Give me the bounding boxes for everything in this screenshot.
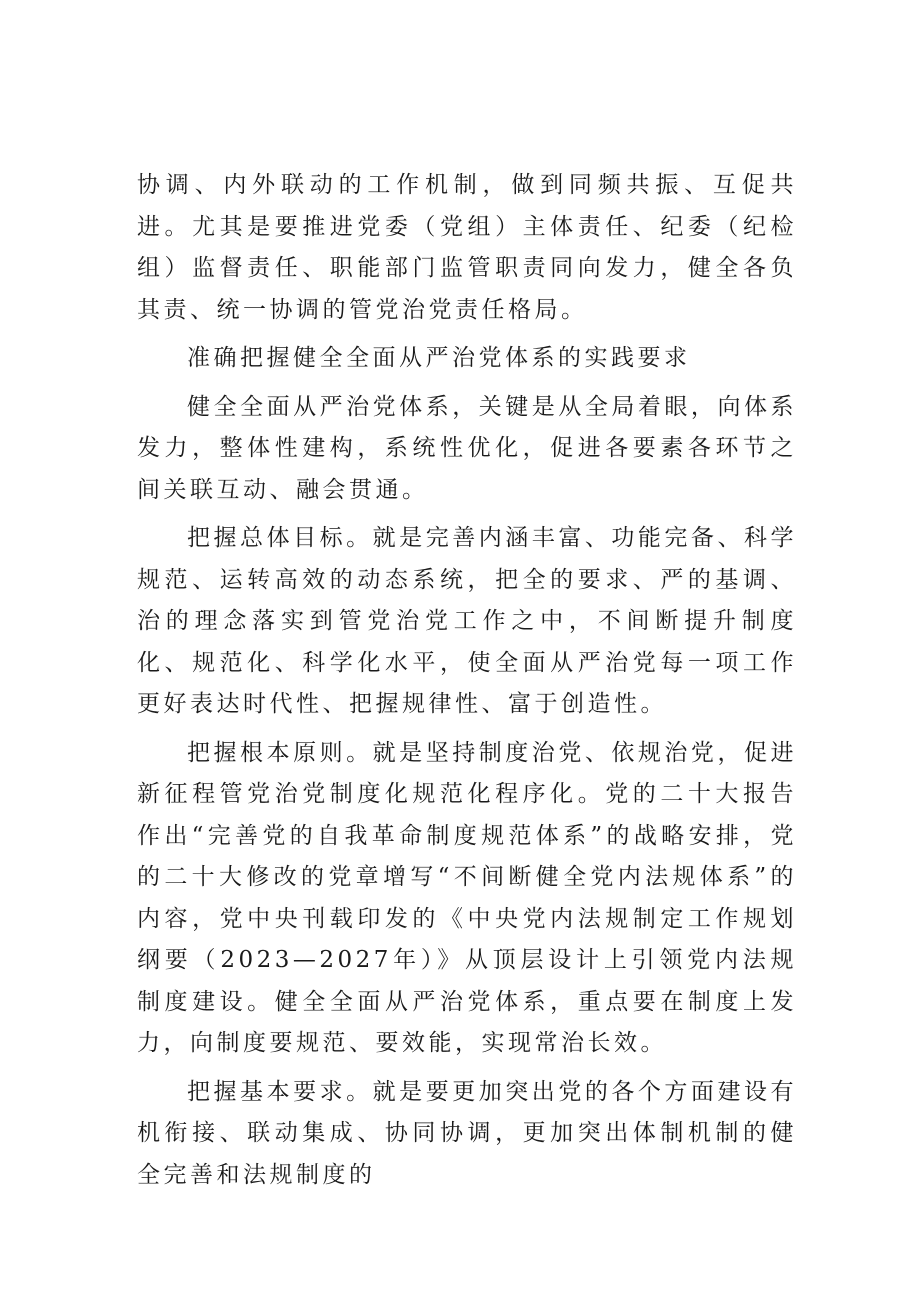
paragraph-continuation: 协调、内外联动的工作机制，做到同频共振、互促共进。尤其是要推进党委（党组）主体责任、纪委（纪检组）监督责任、职能部门监管职责同向发力，健全各负其责、统一协调的管党治党责任格局。	[137, 172, 797, 323]
section-heading: 准确把握健全全面从严治党体系的实践要求	[187, 345, 691, 371]
document-body	[137, 165, 797, 1196]
paragraph-basic-requirement: 把握基本要求。就是要更加突出党的各个方面建设有机衔接、联动集成、协同协调，更加突出体制机制的健全完善和法规制度的	[137, 1078, 797, 1188]
paragraph-intro: 健全全面从严治党体系，关键是从全局着眼，向体系发力，整体性建构，系统性优化，促进各要素各环节之间关联互动、融会贯通。	[137, 393, 797, 503]
paragraph-fundamental-principle: 把握根本原则。就是坚持制度治党、依规治党，促进新征程管党治党制度化规范化程序化。党的二十大报告作出“完善党的自我革命制度规范体系”的战略安排，党的二十大修改的党章增写“不间断健全党内法规体系”的内容，党中央刊载印发的《中央党内法规制定工作规划纲要（2023—2027年）》从顶层设计上引领党内法规制度建设。健全全面从严治党体系，重点要在制度上发力，向制度要规范、要效能，实现常治长效。	[137, 739, 797, 1056]
paragraph-overall-goal: 把握总体目标。就是完善内涵丰富、功能完备、科学规范、运转高效的动态系统，把全的要求、严的基调、治的理念落实到管党治党工作之中，不间断提升制度化、规范化、科学化水平，使全面从严治党每一项工作更好表达时代性、把握规律性、富于创造性。	[137, 525, 797, 717]
